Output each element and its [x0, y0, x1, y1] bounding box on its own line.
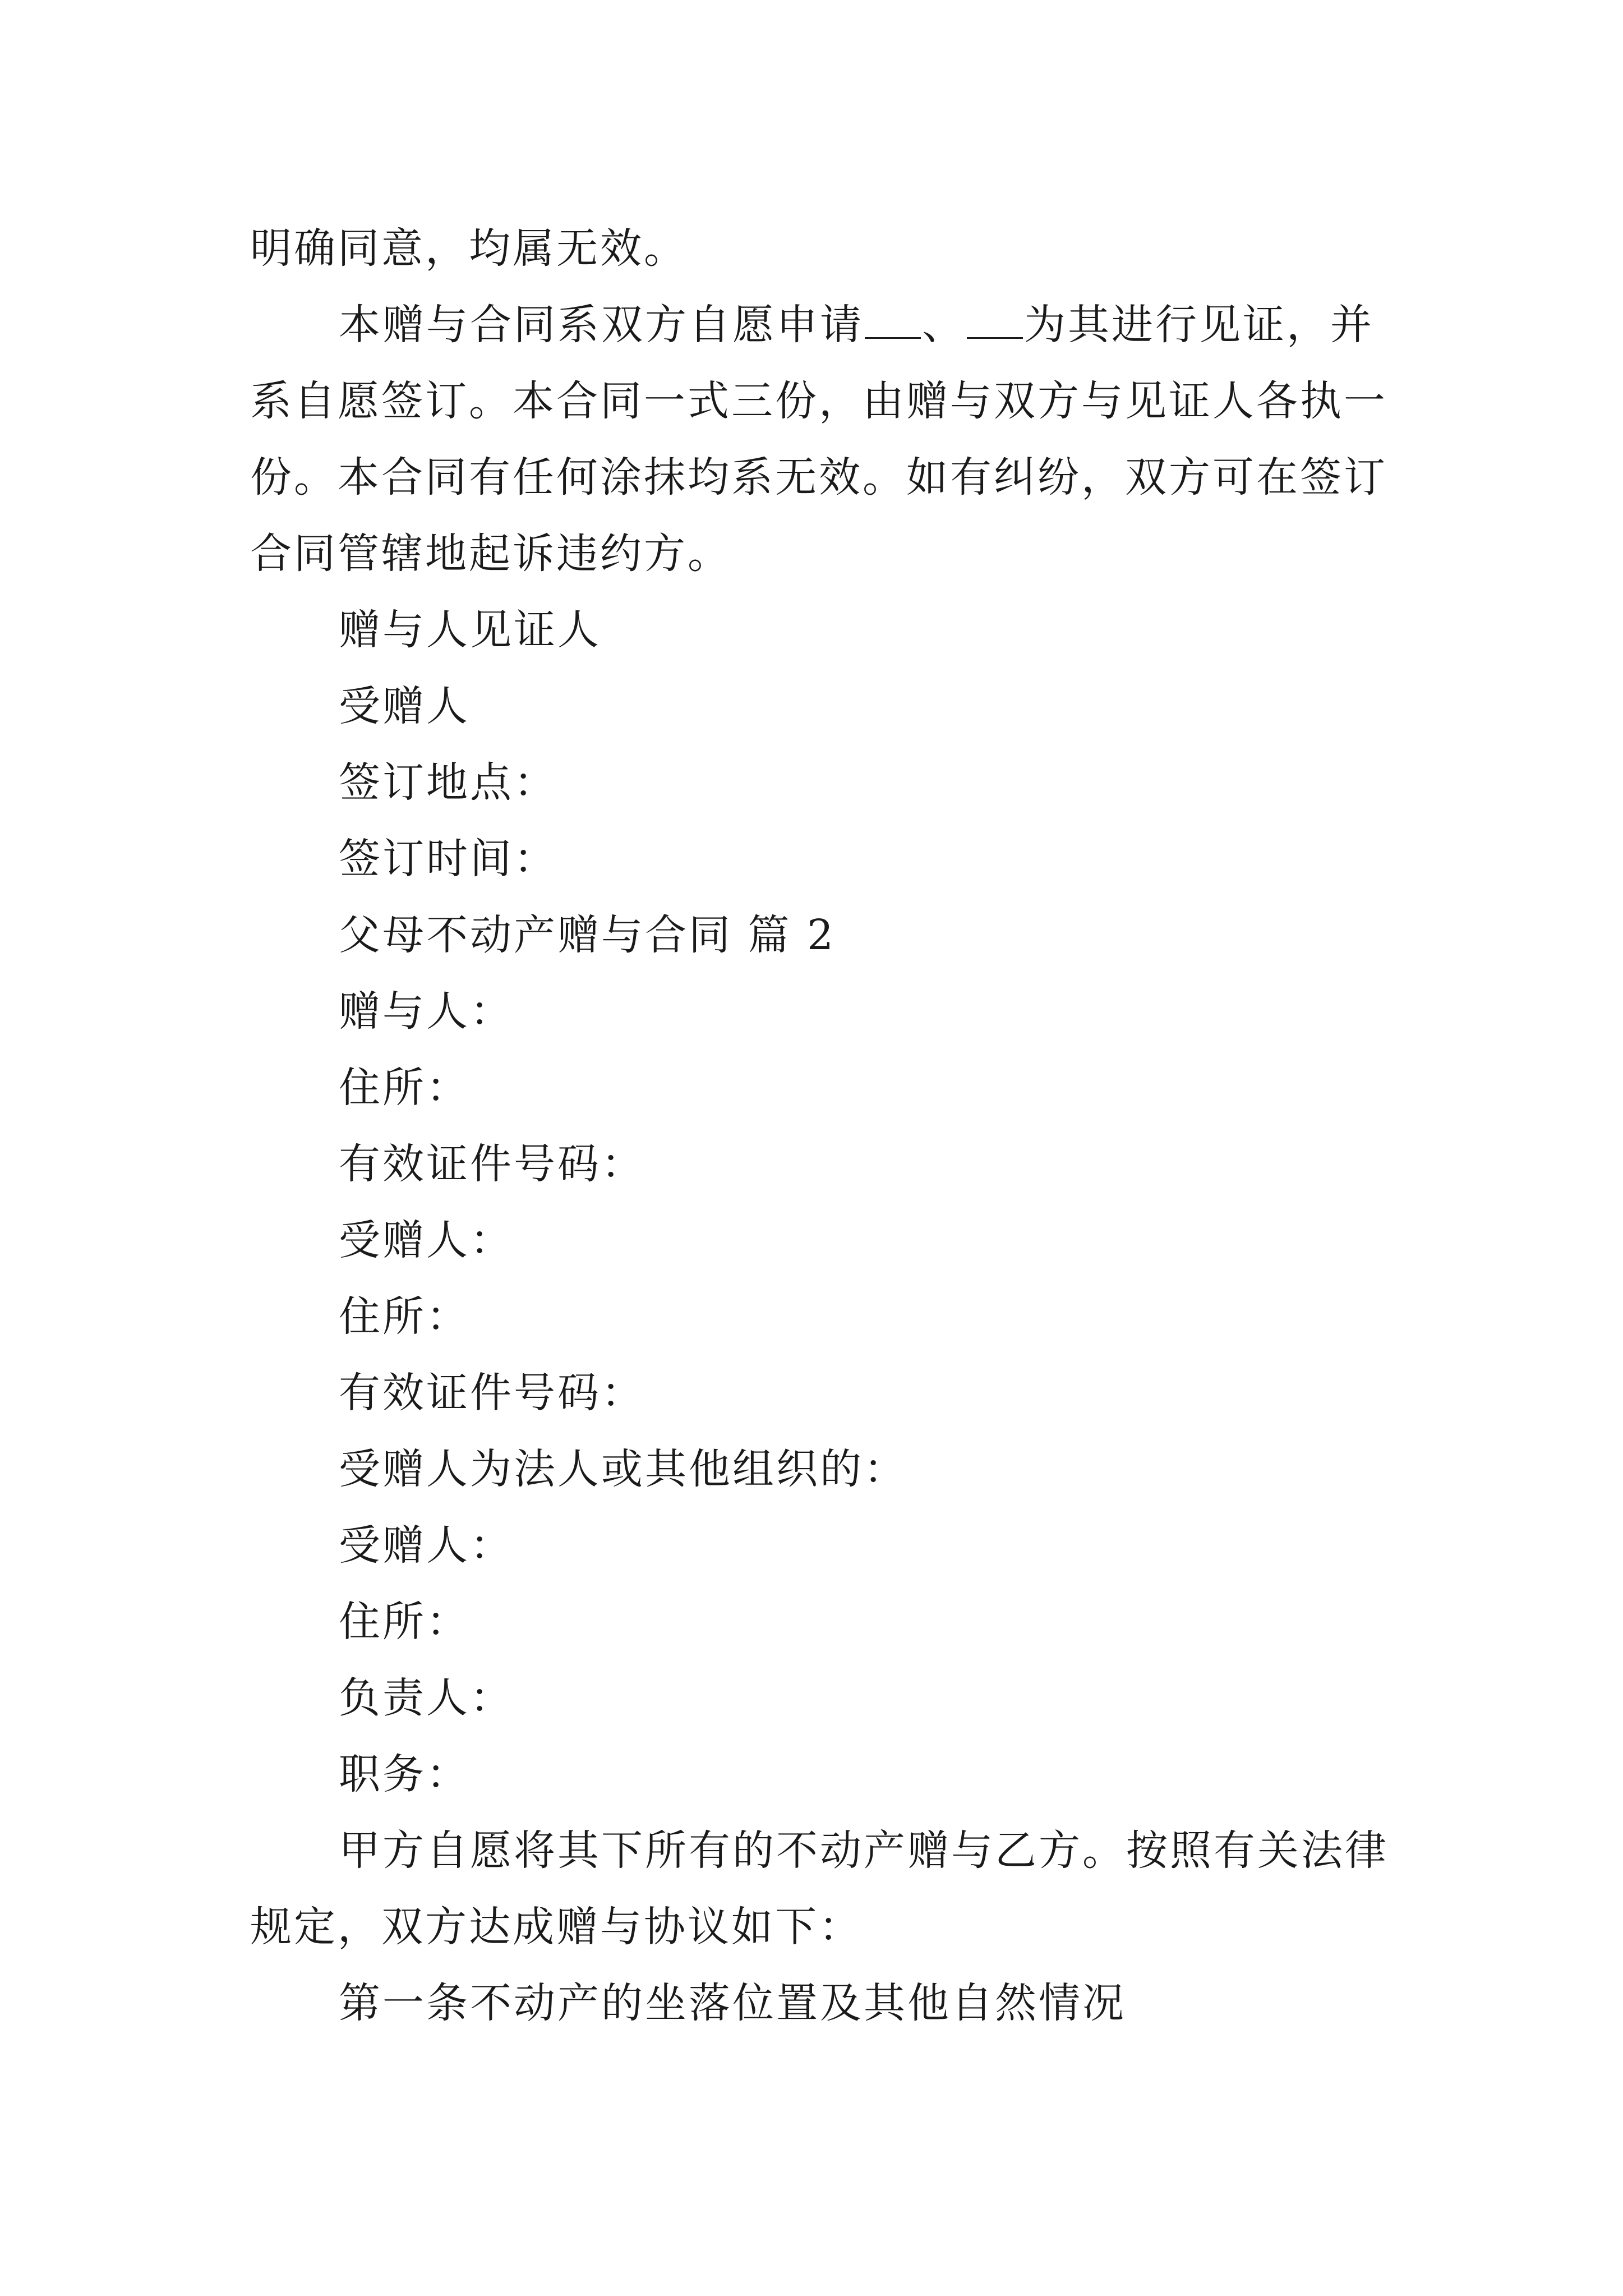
entity-address-label: 住所： [339, 1598, 470, 1646]
legal-entity-note: 受赠人为法人或其他组织的： [339, 1445, 907, 1493]
signature-donor-witness: 赠与人见证人 [339, 606, 601, 654]
witness-separator: 、 [922, 301, 966, 349]
witness-clause-end: 为其进行见证，并系自愿签订。本合同一式三份，由赠与双方与见证人各执一份。本合同有任何涂抹均系无效。如有纠纷，双方可在签订合同管辖地起诉违约方。 [250, 301, 1387, 578]
witness-blank-2 [967, 303, 1023, 339]
paragraph-continuation: 明确同意，均属无效。 [250, 224, 688, 273]
paragraph-witness-clause [250, 287, 1390, 592]
document-body [250, 210, 1390, 2041]
donor-id-label: 有效证件号码： [339, 1140, 645, 1188]
paragraph-agreement-intro: 甲方自愿将其下所有的不动产赠与乙方。按照有关法律规定，双方达成赠与协议如下： [250, 1826, 1389, 1951]
donor-address-label: 住所： [339, 1064, 470, 1112]
recipient-id-label: 有效证件号码： [339, 1369, 645, 1417]
recipient-address-label: 住所： [339, 1292, 470, 1341]
witness-blank-1 [865, 303, 921, 339]
signature-recipient: 受赠人 [339, 682, 470, 730]
witness-clause-start: 本赠与合同系双方自愿申请 [339, 301, 864, 349]
donor-label: 赠与人： [339, 987, 514, 1036]
section-heading: 父母不动产赠与合同 篇 2 [339, 911, 836, 959]
entity-recipient-label: 受赠人： [339, 1521, 514, 1570]
entity-principal-label: 负责人： [339, 1674, 514, 1722]
recipient-label: 受赠人： [339, 1216, 514, 1264]
signing-location: 签订地点： [339, 758, 557, 807]
article-1-heading: 第一条不动产的坐落位置及其他自然情况 [339, 1979, 1126, 2027]
signing-time: 签订时间： [339, 835, 557, 883]
entity-position-label: 职务： [339, 1750, 470, 1798]
